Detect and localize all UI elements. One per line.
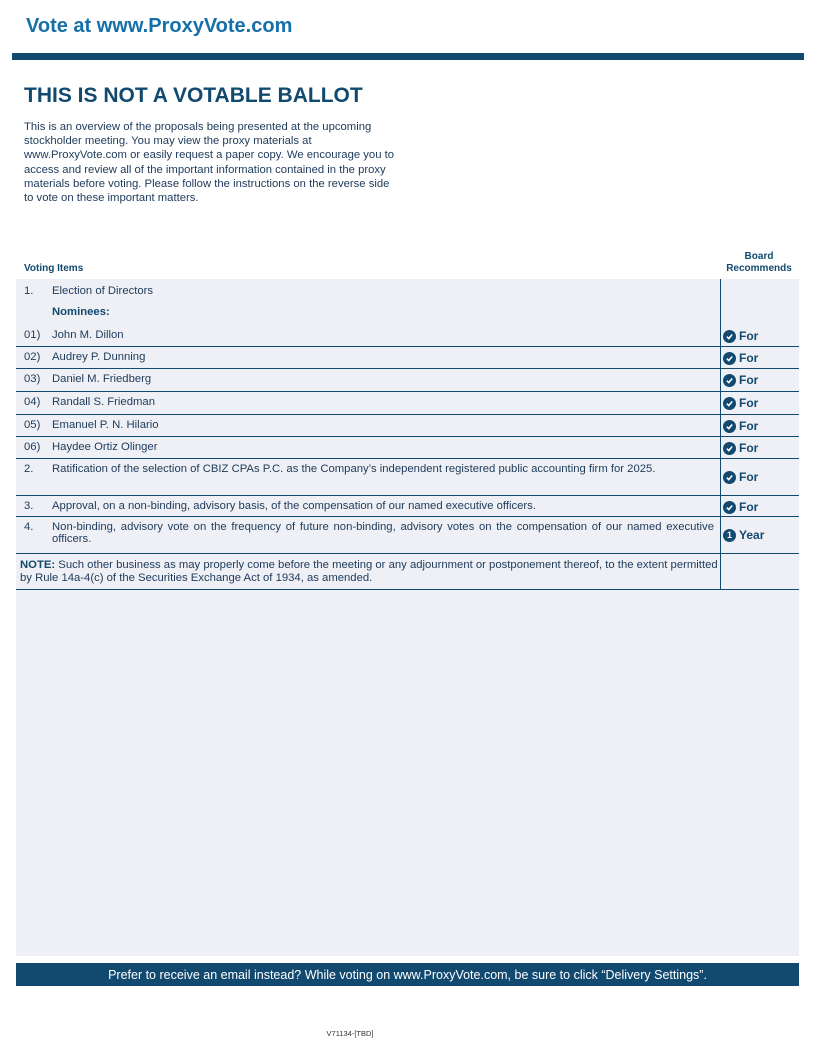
table-row-nominee (16, 416, 799, 437)
recommendation (723, 500, 758, 514)
checkmark-circle-icon (723, 471, 736, 484)
item-text: Non-binding, advisory vote on the frequency of future non-binding, advisory votes on the compensation of our named executive officers. (52, 521, 714, 545)
recommendation-label: For (739, 500, 759, 514)
intro-paragraph: This is an overview of the proposals being presented at the upcoming stockholder meeting. You may view the proxy materials at www.ProxyVote.com or easily request a paper copy. We encourage you to access and review all of the important information contained in the proxy materials before voting. Please follow the instructions on the reverse side to vote on these important matters. (24, 121, 395, 205)
note-divider (16, 589, 799, 590)
recommendation-label: For (739, 329, 759, 343)
nominee-name: Haydee Ortiz Olinger (52, 441, 158, 453)
nominee-number: 06) (24, 441, 41, 453)
nominee-number: 01) (24, 329, 41, 341)
checkmark-circle-icon (723, 330, 736, 343)
item-text: Election of Directors (52, 285, 154, 297)
note-label: NOTE: (20, 559, 56, 571)
recommendation (723, 419, 758, 433)
table-row-proposal-4 (16, 518, 799, 554)
recommendation-label: Year (739, 528, 765, 542)
item-number: 1. (24, 285, 34, 297)
page-title: THIS IS NOT A VOTABLE BALLOT (24, 84, 363, 107)
number-one-circle-icon (723, 529, 736, 542)
nominees-row (16, 306, 799, 320)
recommendation (723, 373, 758, 387)
row-divider (16, 346, 799, 347)
icon-number: 1 (726, 529, 732, 540)
header-title: Vote at www.ProxyVote.com (26, 15, 293, 37)
checkmark-circle-icon (723, 374, 736, 387)
recommendation (723, 528, 764, 542)
document-code: V71134-[TBD] (326, 1029, 374, 1038)
table-row-nominee (16, 393, 799, 415)
checkmark-circle-icon (723, 442, 736, 455)
recommendation-label: For (739, 419, 759, 433)
note-text (20, 559, 720, 584)
item-number: 2. (24, 463, 34, 475)
recommendation (723, 351, 758, 365)
nominee-name: Emanuel P. N. Hilario (52, 419, 159, 431)
table-row-item-1 (16, 285, 799, 299)
footer-banner (16, 963, 799, 986)
recommendation-label: For (739, 470, 759, 484)
footer-text: Prefer to receive an email instead? While voting on www.ProxyVote.com, be sure to click “Delivery Settings”. (108, 967, 707, 982)
checkmark-circle-icon (723, 420, 736, 433)
recommendation (723, 470, 758, 484)
table-row-nominee (16, 348, 799, 369)
nominee-name: Randall S. Friedman (52, 396, 155, 408)
nominees-label: Nominees: (52, 306, 110, 318)
header-bar (12, 53, 804, 60)
table-row-nominee (16, 370, 799, 392)
checkmark-circle-icon (723, 352, 736, 365)
board-recommends-label (718, 251, 800, 275)
checkmark-circle-icon (723, 501, 736, 514)
recommendation (723, 441, 758, 455)
checkmark-circle-icon (723, 397, 736, 410)
item-number: 4. (24, 521, 34, 533)
table-row-nominee (16, 438, 799, 459)
recommendation (723, 396, 758, 410)
nominee-name: Daniel M. Friedberg (52, 373, 152, 385)
table-row-proposal-2 (16, 460, 799, 496)
recommendation-label: For (739, 396, 759, 410)
nominee-number: 02) (24, 351, 41, 363)
recommendation-label: For (739, 441, 759, 455)
nominee-name: Audrey P. Dunning (52, 351, 146, 363)
item-text: Ratification of the selection of CBIZ CPAs P.C. as the Company’s independent registered public accounting firm for 2025. (52, 463, 656, 475)
table-row-proposal-3 (16, 497, 799, 517)
voting-items-label: Voting Items (24, 263, 84, 274)
recommendation-label: For (739, 373, 759, 387)
recommendation-label: For (739, 351, 759, 365)
board-label-line1: Board (744, 251, 774, 262)
note-body: Such other business as may properly come before the meeting or any adjournment or postponement thereof, to the extent permitted by Rule 14a-4(c) of the Securities Exchange Act of 1934, as amended. (20, 559, 718, 584)
nominee-number: 05) (24, 419, 41, 431)
recommend-cell (16, 326, 799, 346)
nominee-name: John M. Dillon (52, 329, 124, 341)
item-text: Approval, on a non-binding, advisory basis, of the compensation of our named executive officers. (52, 500, 536, 512)
recommendation (723, 329, 758, 343)
nominee-number: 03) (24, 373, 41, 385)
item-number: 3. (24, 500, 34, 512)
nominee-number: 04) (24, 396, 41, 408)
board-label-line2: Recommends (726, 263, 792, 274)
